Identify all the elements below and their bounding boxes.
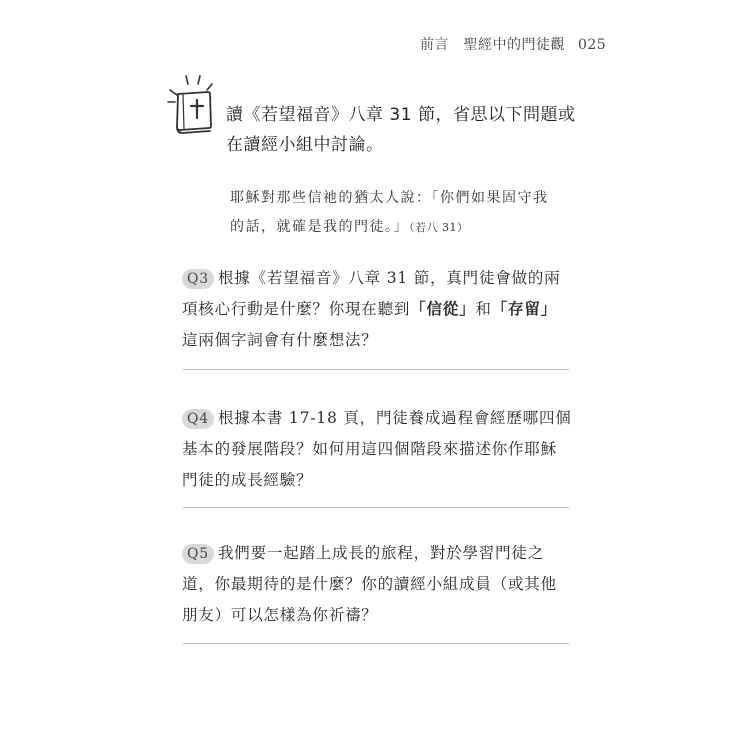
scripture-quote <box>230 184 560 242</box>
reading-instruction: 讀《若望福音》八章 31 節，省思以下問題或在讀經小組中討論。 <box>226 105 576 155</box>
question-text: 根據《若望福音》八章 31 節，真門徒會做的兩項核心行動是什麼？你現在聽到 <box>182 269 561 318</box>
question-label: Q5 <box>182 544 214 564</box>
keyword-believe: 「信從」 <box>410 300 476 318</box>
question-5 <box>182 538 572 631</box>
question-3 <box>182 263 572 356</box>
question-label: Q4 <box>182 409 214 429</box>
answer-line <box>183 643 569 644</box>
question-text-connector: 和 <box>475 300 492 318</box>
answer-line <box>183 369 569 370</box>
question-text-end: 這兩個字詞會有什麼想法？ <box>182 331 378 349</box>
bible-icon <box>164 72 218 138</box>
question-text: 根據本書 17-18 頁，門徒養成過程會經歷哪四個基本的發展階段？如何用這四個階段來描述你作耶穌門徒的成長經驗？ <box>182 409 572 489</box>
running-head-title: 前言 聖經中的門徒觀 <box>420 37 565 53</box>
answer-line <box>183 507 569 508</box>
scripture-text: 耶穌對那些信祂的猶太人說：「你們如果固守我的話，就確是我的門徒。」 <box>230 190 549 235</box>
question-text: 我們要一起踏上成長的旅程，對於學習門徒之道，你最期待的是什麼？你的讀經小組成員（或其他朋友）可以怎樣為你祈禱？ <box>182 544 557 624</box>
page-number: 025 <box>577 37 607 53</box>
question-label: Q3 <box>182 269 214 289</box>
keyword-remain: 「存留」 <box>491 300 557 318</box>
scripture-reference: （若八 31） <box>409 221 469 234</box>
running-head <box>420 34 620 54</box>
question-4 <box>182 403 572 496</box>
